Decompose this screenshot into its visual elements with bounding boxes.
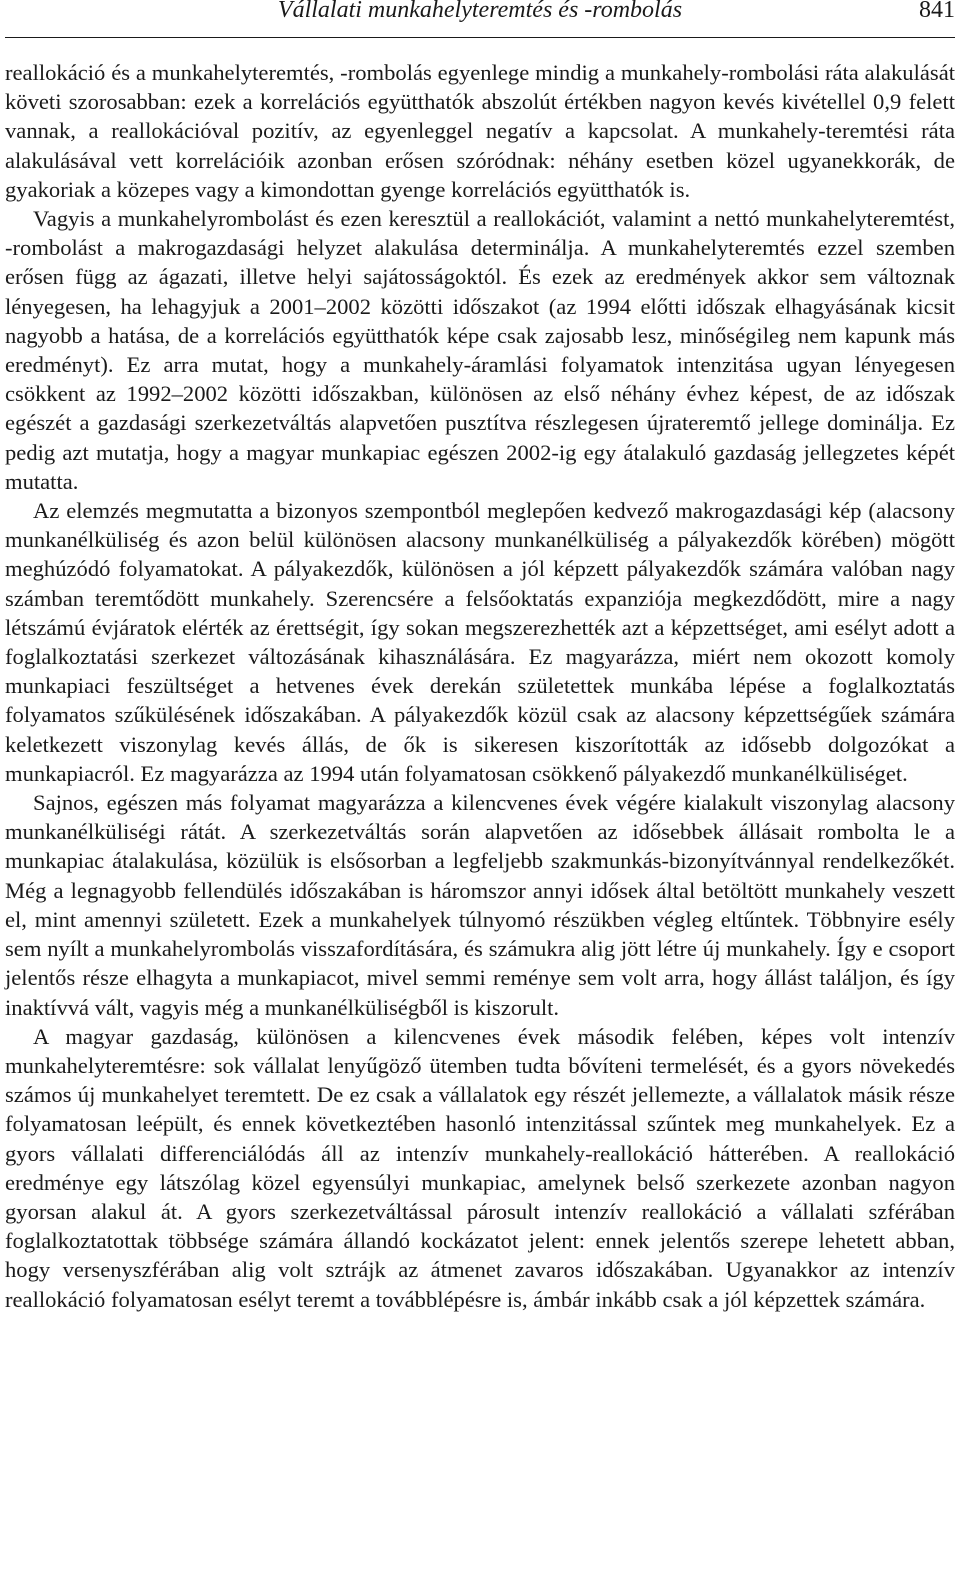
running-header: [5, 0, 955, 38]
running-title: Vállalati munkahelyteremtés és -rombolás: [277, 0, 683, 23]
paragraph: Az elemzés megmutatta a bizonyos szempontból meglepően kedvező makrogazdasági kép (alacsony munkanélküliség és azon belül különösen alacsony munkanélküliség a pályakezdők körében) mögött meghúzódó folyamatokat. A pályakezdők, különösen a jól képzett pályakezdők számára valóban nagy számban teremtődött munkahely. Szerencsére a felsőoktatás expanziója megkezdődött, mire a nagy létszámú évjáratok elérték az érettségit, így sokan megszerezhették azt a képzettséget, ami esélyt adott a foglalkoztatási szerkezet változásának kihasználására. Ez magyarázza, miért nem okozott komoly munkapiaci feszültséget a hetvenes évek derekán születettek munkába lépése a foglalkoztatás folyamatos szűkülésének időszakában. A pályakezdők közül csak az alacsony képzettségűek számára keletkezett viszonylag kevés állás, de ők is sikeresen kiszorították az idősebb dolgozókat a munkapiacról. Ez magyarázza az 1994 után folyamatosan csökkenő pályakezdő munkanélküliséget.: [5, 498, 955, 786]
document-page: [5, 0, 955, 1314]
paragraph: A magyar gazdaság, különösen a kilencvenes évek második felében, képes volt intenzív munkahelyteremtésre: sok vállalat lenyűgöző ütemben tudta bővíteni termelését, és a gyors növekedés számos új munkahelyet teremtett. De ez csak a vállalatok egy részét jellemezte, a vállalatok másik része folyamatosan leépült, és ennek következtében hasonló intenzitással szűntek meg munkahelyek. Ez a gyors vállalati differenciálódás áll az intenzív munkahely-reallokáció hátterében. A reallokáció eredménye egy látszólag közel egyensúlyi munkapiac, amelynek belső szerkezete azonban nagyon gyorsan alakul át. A gyors szerkezetváltással párosult intenzív reallokáció a vállalati szférában foglalkoztatottak többsége számára állandó kockázatot jelent: ennek jelentős szerepe lehetett abban, hogy versenyszférában alig volt sztrájk az átmenet zavaros időszakában. Ugyanakkor az intenzív reallokáció folyamatosan esélyt teremt a továbblépésre is, ámbár inkább csak a jól képzettek számára.: [5, 1023, 955, 1312]
paragraph-continued: reallokáció és a munkahelyteremtés, -rombolás egyenlege mindig a munkahely-rombolási ráta alakulását követi szorosabban: ezek a korrelációs együtthatók abszolút értékben nagyon kevés kivétellel 0,9 felett vannak, a reallokációval pozitív, az egyenleggel negatív a kapcsolat. A munkahely-teremtési ráta alakulásával vett korrelációik azonban erősen szóródnak: néhány esetben közel ugyanekkorák, de gyakoriak a közepes vagy a kimondottan gyenge korrelációs együtthatók is.: [5, 60, 955, 202]
page-number: 841: [919, 0, 955, 23]
body-text: [5, 58, 955, 1314]
paragraph: Sajnos, egészen más folyamat magyarázza a kilencvenes évek végére kialakult viszonylag alacsony munkanélküliségi rátát. A szerkezetváltás során alapvetően az idősebbek állásait rombolta le a munkapiac átalakulása, közülük is elsősorban a legfeljebb szakmunkás-bizonyítvánnyal rendelkezőkét. Még a legnagyobb fellendülés időszakában is háromszor annyi idősek által betöltött munkahely veszett el, mint amennyi született. Ezek a munkahelyek túlnyomó részükben végleg eltűntek. Többnyire esély sem nyílt a munkahelyrombolás visszafordítására, és számukra alig jött létre új munkahely. Így e csoport jelentős része elhagyta a munkapiacot, mivel semmi reménye sem volt arra, hogy állást találjon, és így inaktívvá vált, vagyis még a munkanélküliségből is kiszorult.: [5, 790, 955, 1020]
paragraph: Vagyis a munkahelyrombolást és ezen keresztül a reallokációt, valamint a nettó munkahelyteremtést, -rombolást a makrogazdasági helyzet alakulása determinálja. A munkahelyteremtés ezzel szemben erősen függ az ágazati, illetve helyi sajátosságoktól. És ezek az eredmények akkor sem változnak lényegesen, ha lehagyjuk a 2001–2002 közötti időszakot (az 1994 előtti időszak elhagyásának kicsit nagyobb a hatása, de a korrelációs együtthatók képe csak zajosabb lesz, minőségileg nem kapunk más eredményt). Ez arra mutat, hogy a munkahely-áramlási folyamatok intenzitása ugyan lényegesen csökkent az 1992–2002 közötti időszakban, különösen az első néhány évhez képest, de az időszak egészét a gazdasági szerkezetváltás alapvetően pusztítva részlegesen újrateremtő jellege dominálja. Ez pedig azt mutatja, hogy a magyar munkapiac egészen 2002-ig egy átalakuló gazdaság jellegzetes képét mutatta.: [5, 206, 955, 494]
